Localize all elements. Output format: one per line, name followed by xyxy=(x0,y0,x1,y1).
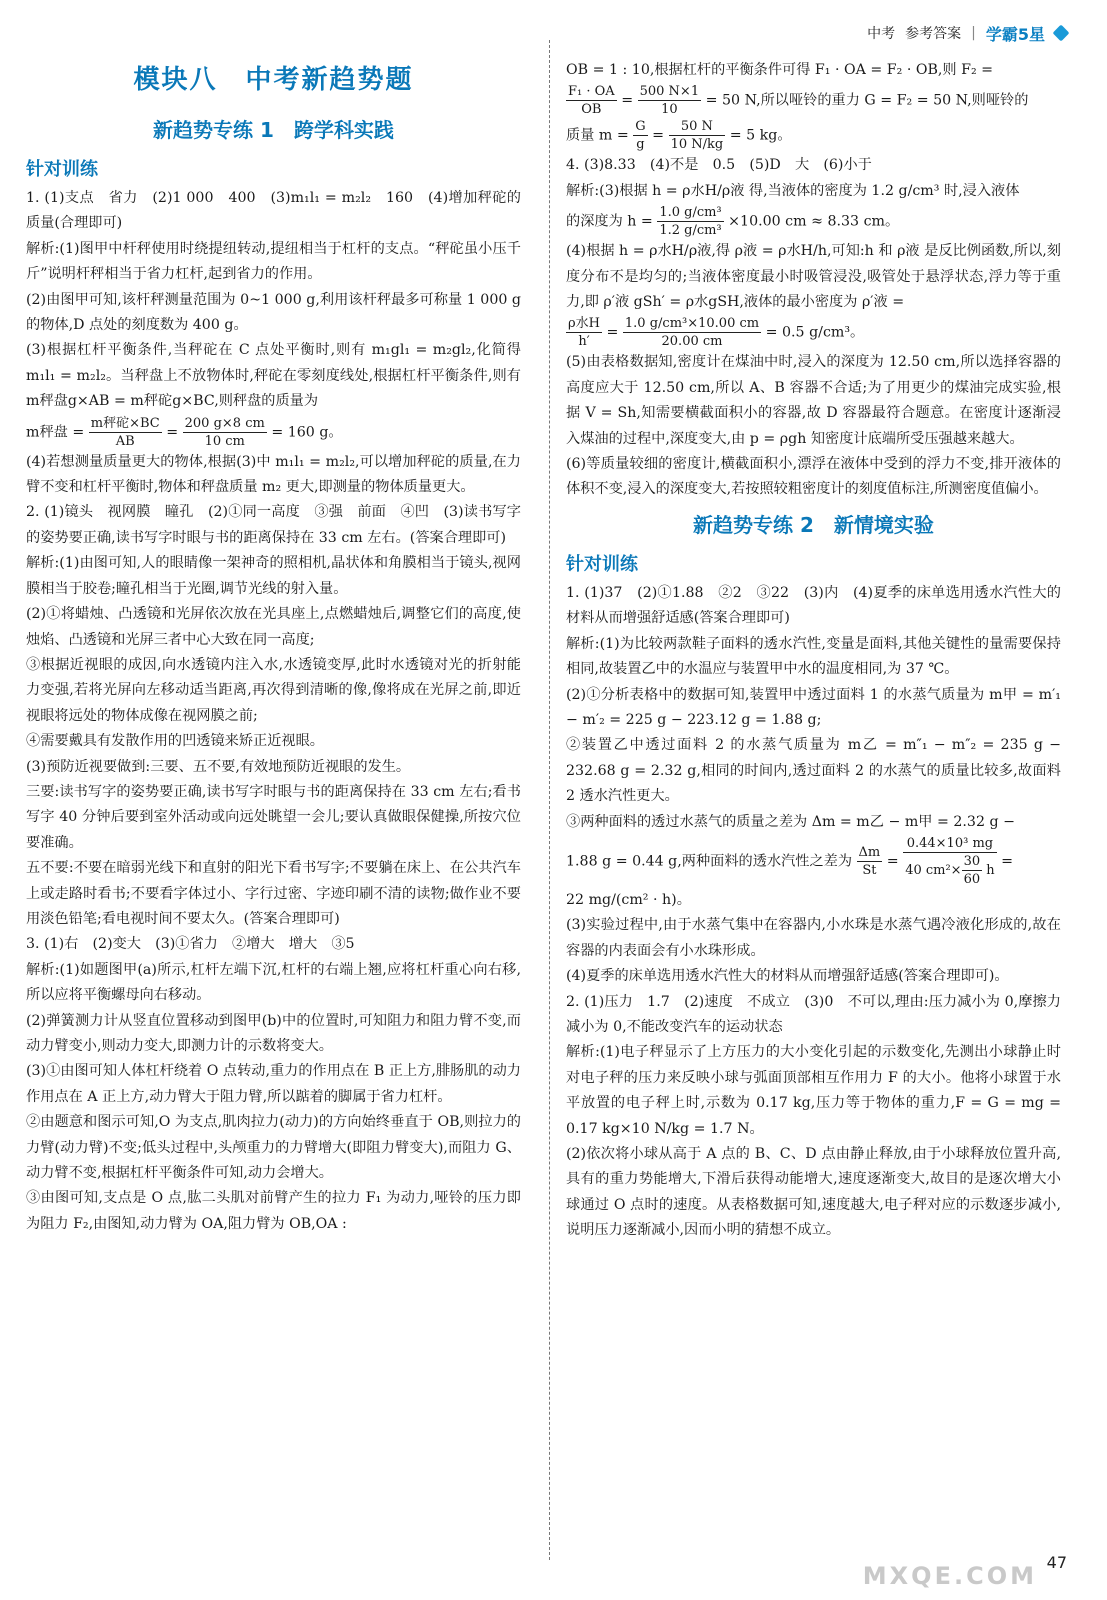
analysis-s2-1-2: (2)①分析表格中的数据可知,装置甲中透过面料 1 的水蒸气质量为 m甲 = m′₁ − m′₂ = 225 g − 223.12 g = 1.88 g; xyxy=(566,686,1061,728)
lever-result: = 50 N,所以哑铃的重力 G = F₂ = 50 N,则哑铃的 xyxy=(705,92,1029,109)
fraction-denominator: 20.00 cm xyxy=(661,334,723,350)
right-column xyxy=(566,58,1061,1244)
analysis-2-3: ③根据近视眼的成因,向水透镜内注入水,水透镜变厚,此时水透镜对光的折射能力变强,若将光屏向左移动适当距离,再次得到清晰的像,像将成在光屏之前,即近视眼将远处的物体成像在视网膜之前; xyxy=(26,656,521,724)
fraction xyxy=(89,415,162,450)
fraction-denominator: 60 xyxy=(963,871,981,887)
nested-fraction xyxy=(962,853,983,888)
equals-sign: = xyxy=(886,853,899,870)
fraction xyxy=(633,118,647,153)
fraction xyxy=(903,835,996,888)
analysis-3-2: (2)弹簧测力计从竖直位置移动到图甲(b)中的位置时,可知阻力和阻力臂不变,而动力臂变小,则动力变大,即测力计的示数将变大。 xyxy=(26,1012,521,1054)
analysis-s2-1-5: 22 mg/(cm² · h)。 xyxy=(566,891,691,908)
analysis-1-3: (3)根据杠杆平衡条件,当秤砣在 C 点处平衡时,则有 m₁gl₁ = m₂gl₂,化简得 m₁l₁ = m₂l₂。当秤盘上不放物体时,秤砣在零刻度线处,根据杠杆平衡条件,则有 m秤盘g×AB = m秤砣g×BC,则秤盘的质量为 xyxy=(26,342,521,410)
fraction-numerator: 0.44×10³ mg xyxy=(903,835,996,853)
analysis-2-2: (2)①将蜡烛、凸透镜和光屏依次放在光具座上,点燃蜡烛后,调整它们的高度,使烛焰、凸透镜和光屏三者中心大致在同一高度; xyxy=(26,606,521,648)
fraction xyxy=(669,118,726,153)
analysis-s2-2-1: 解析:(1)电子秤显示了上方压力的大小变化引起的示数变化,先测出小球静止时对电子秤的压力来反映小球与弧面顶部相互作用力 F 的大小。他将小球置于水平放置的电子秤上时,示数为 0.17 kg,压力等于物体的重力,F = G = mg = 0.17 kg×10 N/kg = 1.7 N。 xyxy=(566,1044,1061,1137)
fraction-numerator: Δm xyxy=(858,844,881,860)
formula-result: = 0.5 g/cm³。 xyxy=(765,324,865,341)
fraction-numerator: G xyxy=(635,119,646,135)
fraction-numerator: 200 g×8 cm xyxy=(184,415,265,431)
answer-1: 1. (1)支点 省力 (2)1 000 400 (3)m₁l₁ = m₂l₂ 160 (4)增加秤砣的质量(合理即可) xyxy=(26,190,521,232)
page-header xyxy=(867,22,1067,44)
answer-4: 4. (3)8.33 (4)不是 0.5 (5)D 大 (6)小于 xyxy=(566,157,872,174)
mass-formula: 质量 m = $\frac{G}{g}$ = $\frac{50 N}{10 N/kg}$ = 5 kg。 xyxy=(566,119,792,153)
analysis-s2-permeability: 1.88 g = 0.44 g,两种面料的透水汽性之差为 $\frac{\Delta m}{St}$ = 0.44×10³ mg 40 cm²× $\frac{30}{60}$ h = xyxy=(566,835,1014,887)
header-category: 中考 xyxy=(867,26,896,42)
formula-result: = 160 g。 xyxy=(271,424,343,441)
analysis-3-3: (3)①由图可知人体杠杆绕着 O 点转动,重力的作用点在 B 正上方,腓肠肌的动力作用点在 A 正上方,动力臂大于阻力臂,所以踮着的脚属于省力杠杆。 xyxy=(26,1063,521,1105)
fraction-denominator xyxy=(903,853,996,888)
analysis-1-2: (2)由图甲可知,该杆秤测量范围为 0~1 000 g,利用该杆秤最多可称量 1 000 g 的物体,D 点处的刻度数为 400 g。 xyxy=(26,291,521,334)
header-section: 参考答案 xyxy=(905,26,962,42)
denominator-unit: h xyxy=(986,862,995,878)
fraction-numerator: m秤砣×BC xyxy=(90,415,160,431)
fraction-denominator: 10 xyxy=(661,102,678,118)
fraction xyxy=(623,315,761,350)
analysis-1-1: 解析:(1)图甲中杆秤使用时绕提纽转动,提纽相当于杠杆的支点。“秤砣虽小压千斤”说明杆秤相当于省力杠杆,起到省力的作用。 xyxy=(26,240,521,283)
formula-prefix: m秤盘 = xyxy=(26,424,85,441)
analysis-2-6: 三要:读书写字的姿势要正确,读书写字时眼与书的距离保持在 33 cm 左右;看书写字 40 分钟后要到室外活动或向远处眺望一会儿;要认真做眼保健操,所按穴位要准确。 xyxy=(26,783,521,851)
formula-result: = 5 kg。 xyxy=(729,127,792,144)
fraction-denominator: h′ xyxy=(578,334,590,350)
fraction-denominator: 10 N/kg xyxy=(670,137,724,153)
fraction-denominator: St xyxy=(862,862,877,878)
answer-s2-1: 1. (1)37 (2)①1.88 ②2 ③22 (3)内 (4)夏季的床单选用透水汽性大的材料从而增强舒适感(答案合理即可) xyxy=(566,584,1061,627)
answer-s2-2: 2. (1)压力 1.7 (2)速度 不成立 (3)0 不可以,理由:压力减小为 0,摩擦力减小为 0,不能改变汽车的运动状态 xyxy=(566,993,1061,1035)
sub-title-1: 新趋势专练 1 跨学科实践 xyxy=(153,118,394,142)
fraction-numerator: 50 N xyxy=(669,118,726,136)
fraction-denominator: AB xyxy=(115,433,135,449)
analysis-s2-1-1: 解析:(1)为比较两款鞋子面料的透水汽性,变量是面料,其他关键性的量需要保持相同,故装置乙中的水温应与装置甲中水的温度相同,为 37 ℃。 xyxy=(566,635,1061,678)
fraction xyxy=(857,844,883,879)
analysis-4-depth xyxy=(566,204,1061,239)
module-title: 模块八 中考新趋势题 xyxy=(133,65,414,95)
fraction xyxy=(638,83,701,118)
analysis-s2-1-7: (4)夏季的床单选用透水汽性大的材料从而增强舒适感(答案合理即可)。 xyxy=(566,968,1009,985)
analysis-3-5: ③由图可知,支点是 O 点,肱二头肌对前臂产生的拉力 F₁ 为动力,哑铃的压力即为阻力 F₂,由图知,动力臂为 OA,阻力臂为 OB,OA : xyxy=(26,1190,521,1232)
analysis-4-1: 解析:(3)根据 h = ρ水H/ρ液 得,当液体的密度为 1.2 g/cm³ 时,浸入液体 xyxy=(566,182,1020,199)
lever-formula xyxy=(566,83,1061,118)
fraction xyxy=(566,83,617,118)
section-label-2: 针对训练 xyxy=(566,553,638,575)
answer-2: 2. (1)镜头 视网膜 瞳孔 (2)①同一高度 ③强 前面 ④凹 (3)读书写字的姿势要正确,读书写字时眼与书的距离保持在 33 cm 左右。(答案合理即可) xyxy=(26,504,521,546)
lever-continued: OB = 1 : 10,根据杠杆的平衡条件可得 F₁ · OA = F₂ · OB,则 F₂ = xyxy=(566,62,994,78)
analysis-2-7: 五不要:不要在暗弱光线下和直射的阳光下看书写字;不要躺在床上、在公共汽车上或走路时看书;不要看字体过小、字行过密、字迹印刷不清的读物;做作业不要用淡色铅笔;看电视时间不要太久。(答案合理即可) xyxy=(26,860,521,927)
equals-sign: = xyxy=(621,92,634,109)
formula-pan-mass: m秤盘 = $\frac{\text{m秤砣×BC}}{AB}$ = $\frac{200 g\times 8 cm}{10 cm}$ = 160 g。 xyxy=(26,415,343,449)
sub-title-2: 新趋势专练 2 新情境实验 xyxy=(693,512,934,537)
fraction-numerator: F₁ · OA xyxy=(568,84,615,100)
analysis-4-2: (4)根据 h = ρ水H/ρ液,得 ρ液 = ρ水H/h,可知:h 和 ρ液 是反比例函数,所以,刻度分布不是均匀的;当液体密度最小时吸管浸没,吸管处于悬浮状态,浮力等于重力,即 ρ′液 gSh′ = ρ水gSH,液体的最小密度为 ρ′液 = xyxy=(566,243,1061,311)
brand-logo-icon xyxy=(1053,25,1070,42)
formula-prefix: 质量 m = xyxy=(566,127,629,144)
analysis-4-3: (5)由表格数据知,密度计在煤油中时,浸入的深度为 12.50 cm,所以选择容器的高度应大于 12.50 cm,所以 A、B 容器不合适;为了用更少的煤油完成实验,根据 V = Sh,知需要横截面积小的容器,故 D 容器最符合题意。在密度计逐渐浸入煤油的过程中,深度变大,由 p = ρgh 知密度计底端所受压强越来越大。 xyxy=(566,354,1061,447)
permeability-prefix: 1.88 g = 0.44 g,两种面料的透水汽性之差为 xyxy=(566,853,853,870)
fraction-numerator: 500 N×1 xyxy=(639,84,700,100)
answer-3: 3. (1)右 (2)变大 (3)①省力 ②增大 增大 ③5 xyxy=(26,936,355,953)
analysis-s2-1-4: ③两种面料的透过水蒸气的质量之差为 Δm = m乙 − m甲 = 2.32 g − xyxy=(566,813,1015,830)
formula-result: ×10.00 cm ≈ 8.33 cm。 xyxy=(728,213,900,230)
fraction xyxy=(657,204,723,239)
fraction-denominator: 10 cm xyxy=(204,433,245,449)
analysis-s2-1-3: ②装置乙中透过面料 2 的水蒸气质量为 m乙 = m″₁ − m″₂ = 235 g − 232.68 g = 2.32 g,相同的时间内,透过面料 2 的水蒸气的质量比较多,故面料 2 透水汽性更大。 xyxy=(566,737,1061,805)
fraction-denominator: g xyxy=(636,137,645,153)
analysis-4-min-density: $\frac{\text{ρ水H}}{h'}$ = $\frac{\text{1.0 g/cm³×10.00 cm}}{20.00 cm}$ = 0.5 g/cm³。 xyxy=(568,316,865,350)
page-number: 47 xyxy=(1046,1553,1067,1572)
formula-prefix: 的深度为 h = xyxy=(566,213,653,230)
analysis-3-1: 解析:(1)如题图甲(a)所示,杠杆左端下沉,杠杆的右端上翘,应将杠杆重心向右移,所以应将平衡螺母向右移动。 xyxy=(26,961,521,1004)
fraction-denominator: 1.2 g/cm³ xyxy=(659,223,722,239)
fraction-denominator: OB xyxy=(581,102,602,118)
analysis-2-5: (3)预防近视要做到:三要、五不要,有效地预防近视眼的发生。 xyxy=(26,758,411,775)
header-separator: | xyxy=(971,25,976,41)
analysis-s2-1-6: (3)实验过程中,由于水蒸气集中在容器内,小水珠是水蒸气遇冷液化形成的,故在容器的内表面会有小水珠形成。 xyxy=(566,917,1061,959)
analysis-s2-2-2: (2)依次将小球从高于 A 点的 B、C、D 点由静止释放,由于小球释放位置升高,具有的重力势能增大,下滑后获得动能增大,速度逐渐变大,故目的是逐次增大小球通过 O 点时的速度。从表格数据可知,速度越大,电子秤对应的示数逐步减小,说明压力逐渐减小,因而小明的猜想不成立。 xyxy=(566,1146,1061,1239)
analysis-2-4: ④需要戴具有发散作用的凹透镜来矫正近视眼。 xyxy=(26,733,324,750)
watermark: MXQE.COM xyxy=(862,1562,1037,1590)
column-divider xyxy=(549,40,550,1560)
fraction xyxy=(566,315,602,350)
analysis-1-4: (4)若想测量质量更大的物体,根据(3)中 m₁l₁ = m₂l₂,可以增加秤砣的质量,在力臂不变和杠杆平衡时,物体和秤盘质量 m₂ 更大,即测量的物体质量更大。 xyxy=(26,453,521,496)
fraction-numerator: ρ水H xyxy=(568,316,600,332)
fraction xyxy=(183,415,267,450)
left-column xyxy=(26,60,521,1237)
fraction-numerator: 1.0 g/cm³ xyxy=(659,205,722,221)
header-brand: 学霸5星 xyxy=(985,24,1045,44)
analysis-3-4: ②由题意和图示可知,O 为支点,肌肉拉力(动力)的方向始终垂直于 OB,则拉力的力臂(动力臂)不变;低头过程中,头颅重力的力臂增大(即阻力臂变大),而阻力 G、动力臂不变,根据杠杆平衡条件可知,动力会增大。 xyxy=(26,1114,521,1182)
fraction-numerator: 1.0 g/cm³×10.00 cm xyxy=(624,316,760,332)
denominator-part: 40 cm²× xyxy=(905,862,962,878)
section-label-1: 针对训练 xyxy=(26,159,98,180)
fraction-numerator: 30 xyxy=(963,853,981,869)
analysis-2-1: 解析:(1)由图可知,人的眼睛像一架神奇的照相机,晶状体和角膜相当于镜头,视网膜相当于胶卷;瞳孔相当于光圈,调节光线的射入量。 xyxy=(26,555,521,597)
analysis-4-4: (6)等质量较细的密度计,横截面积小,漂浮在液体中受到的浮力不变,排开液体的体积不变,浸入的深度变大,若按照较粗密度计的刻度值标注,所测密度值偏小。 xyxy=(566,456,1061,498)
